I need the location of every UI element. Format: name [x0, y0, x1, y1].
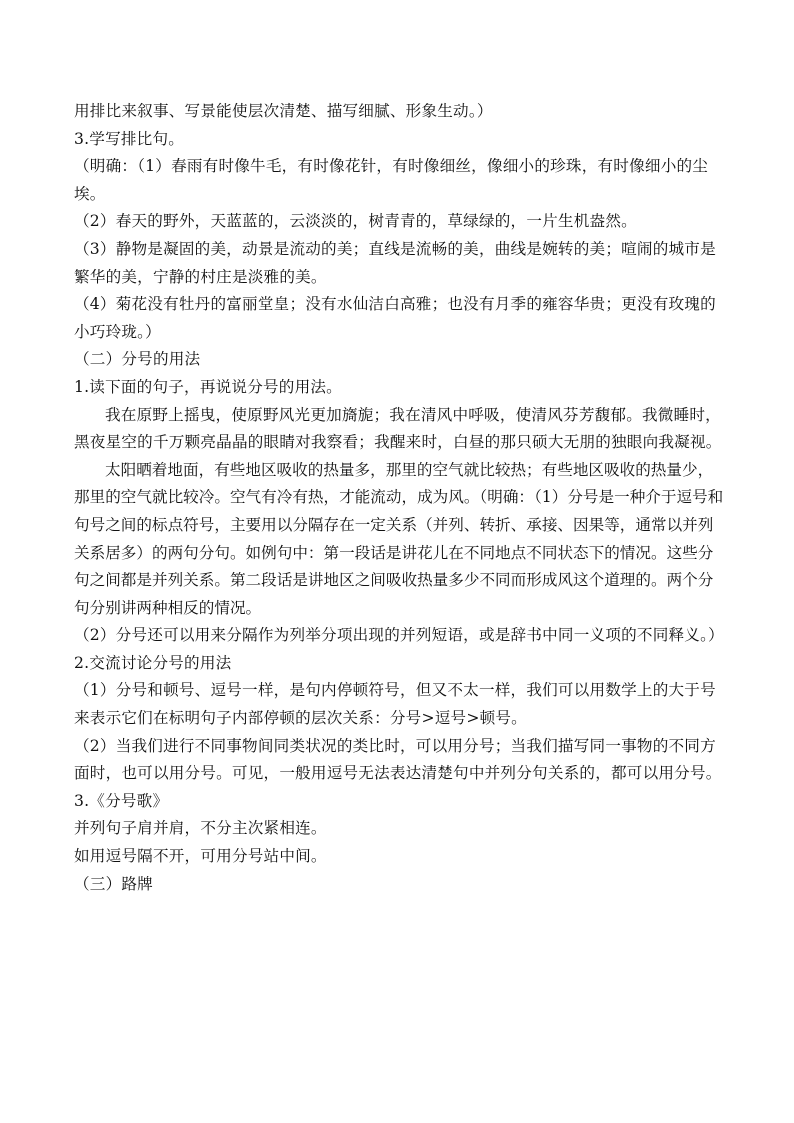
section-heading: 3.学写排比句。 — [74, 129, 185, 148]
paragraph: （2）春天的野外，天蓝蓝的，云淡淡的，树青青的，草绿绿的，一片生机盎然。 — [74, 212, 637, 231]
section-heading: （三）路牌 — [74, 874, 153, 893]
paragraph: （明确：（1）春雨有时像牛毛，有时像花针，有时像细丝，像细小的珍珠，有时像细小的尘埃。 — [74, 157, 709, 203]
example-paragraph: 我在原野上摇曳，使原野风光更加旖旎；我在清风中呼吸，使清风芬芳馥郁。我微睡时，黑夜星空的千万颗亮晶晶的眼睛对我察看；我醒来时，白昼的那只硕大无朋的独眼向我凝视。 — [74, 405, 722, 452]
section-heading: 3.《分号歌》 — [74, 791, 169, 810]
paragraph: （4）菊花没有牡丹的富丽堂皇；没有水仙洁白高雅；也没有月季的雍容华贵；更没有玫瑰的小巧玲珑。） — [74, 295, 716, 341]
section-heading: 2.交流讨论分号的用法 — [74, 653, 232, 672]
section-heading: （二）分号的用法 — [74, 350, 201, 369]
section-heading: 1.读下面的句子，再说说分号的用法。 — [74, 377, 342, 396]
paragraph: （1）分号和顿号、逗号一样，是句内停顿符号，但又不太一样，我们可以用数学上的大于号来表示它们在标明句子内部停顿的层次关系：分号>逗号>顿号。 — [74, 681, 716, 728]
paragraph: （2）分号还可以用来分隔作为列举分项出现的并列短语，或是辞书中同一义项的不同释义。） — [74, 626, 724, 645]
paragraph: （2）当我们进行不同事物间同类状况的类比时，可以用分号；当我们描写同一事物的不同方面时，也可以用分号。可见，一般用逗号无法表达清楚句中并列分句关系的，都可以用分号。 — [74, 736, 722, 783]
paragraph: 用排比来叙事、写景能使层次清楚、描写细腻、形象生动。） — [74, 102, 493, 120]
example-paragraph: 太阳晒着地面，有些地区吸收的热量多，那里的空气就比较热；有些地区吸收的热量少，那里的空气就比较冷。空气有冷有热，才能流动，成为风。（明确：（1）分号是一种介于逗号和句号之间的标点符号，主要用以分隔存在一定关系（并列、转折、承接、因果等，通常以并列关系居多）的两句分句。如例句中：第一段话是讲花儿在不同地点不同状态下的情况。这些分句之间都是并列关系。第二段话是讲地区之间吸收热量多少不同而形成风这个道理的。两个分句分别讲两种相反的情况。 — [74, 460, 724, 617]
paragraph: （3）静物是凝固的美，动景是流动的美；直线是流畅的美，曲线是婉转的美；喧闹的城市是繁华的美，宁静的村庄是淡雅的美。 — [74, 239, 716, 286]
document-body — [74, 98, 724, 898]
verse-line: 并列句子肩并肩，不分主次紧相连。 — [74, 819, 327, 838]
verse-line: 如用逗号隔不开，可用分号站中间。 — [74, 847, 327, 866]
